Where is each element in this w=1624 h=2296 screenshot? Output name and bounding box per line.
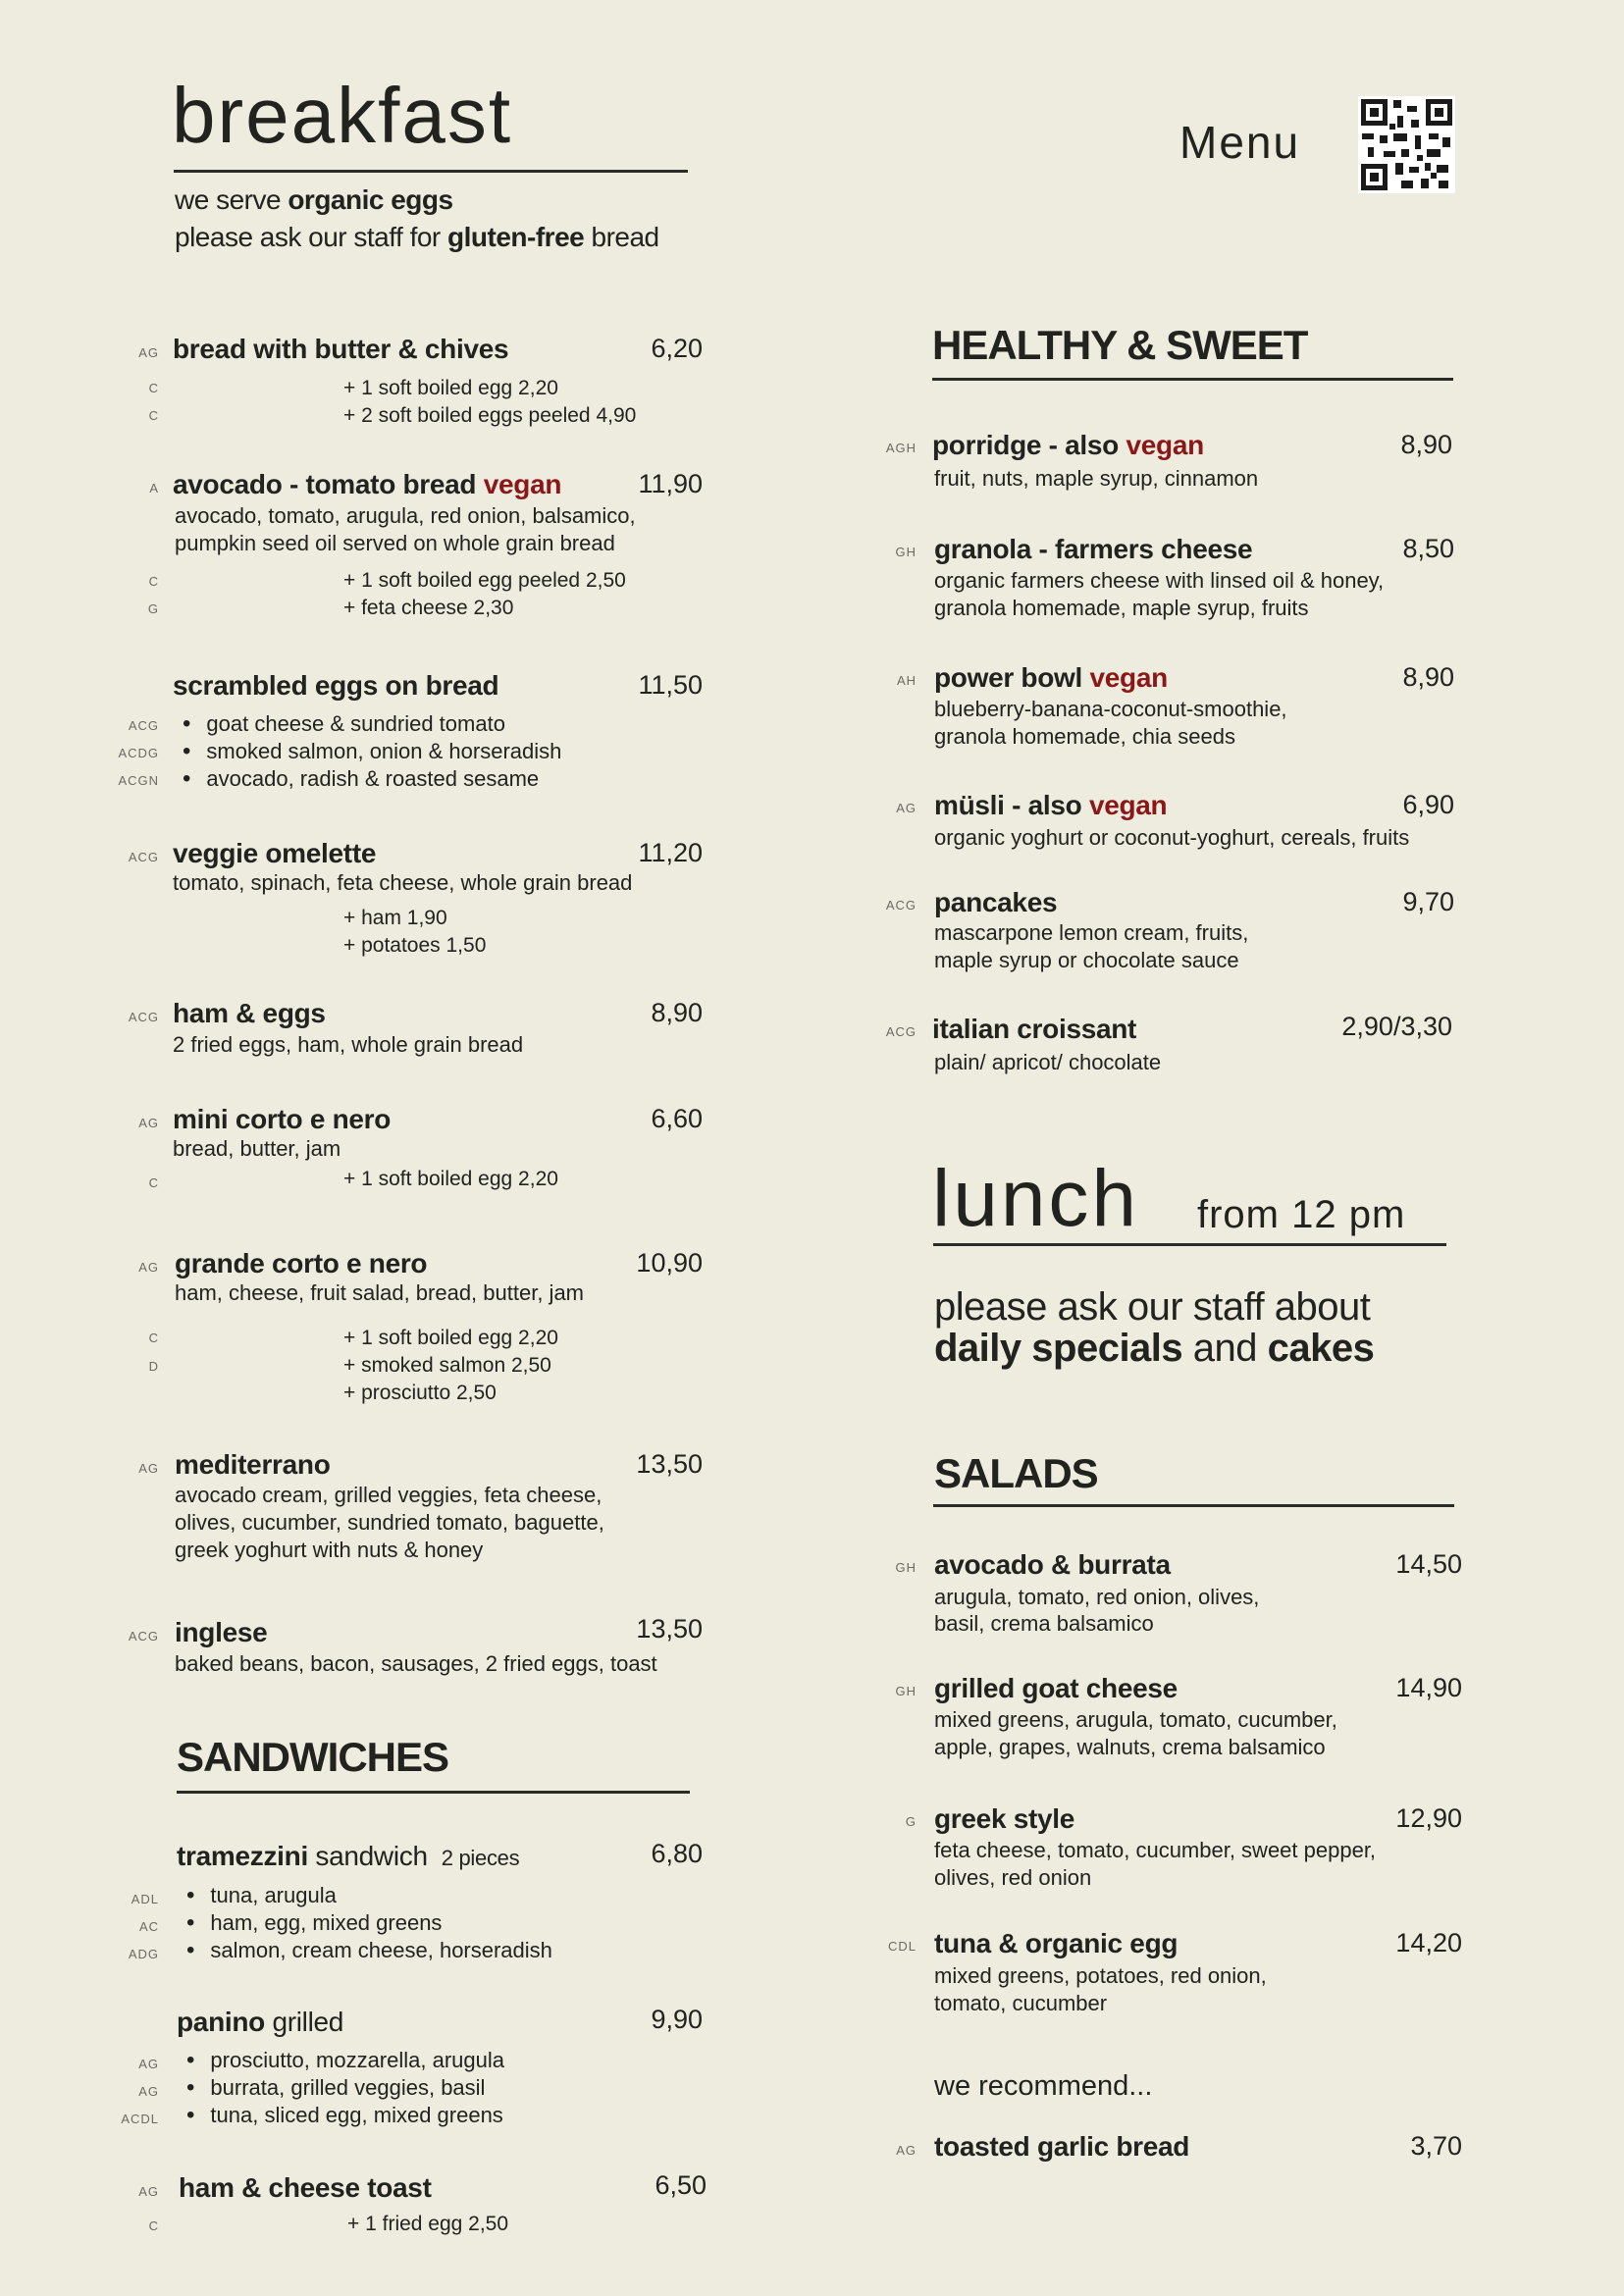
allergen-code: D [148,1359,159,1374]
allergen-code: AH [896,673,917,688]
allergen-code: ADG [128,1947,159,1961]
item-price: 8,90 [1402,662,1454,692]
item-price: 9,70 [1402,887,1454,916]
allergen-code: AG [138,1116,159,1130]
addon-line: + 1 soft boiled egg 2,20 [343,1327,558,1349]
allergen-code: C [148,574,159,589]
item-price: 14,20 [1395,1928,1462,1957]
item-price: 13,50 [636,1449,703,1479]
lunch-subtitle: from 12 pm [1197,1193,1406,1236]
item-description: avocado cream, grilled veggies, feta cheese, [175,1483,602,1507]
allergen-code: AG [138,1461,159,1476]
item-name: mediterrano [175,1449,331,1480]
item-price: 8,90 [1400,430,1452,459]
item-description: organic farmers cheese with linsed oil & honey, [934,568,1385,593]
item-description: ham, cheese, fruit salad, bread, butter, jam [175,1280,585,1305]
title-rule [174,170,688,173]
item-name: avocado - tomato bread vegan [173,469,562,499]
item-name: bread with butter & chives [173,334,509,364]
item-price: 3,70 [1410,2131,1462,2161]
item-description: mixed greens, potatoes, red onion, [934,1963,1267,1988]
item-price: 8,90 [651,998,703,1027]
lunch-title: lunch [932,1154,1140,1243]
addon-line: + potatoes 1,50 [343,934,487,957]
allergen-code: C [148,2218,159,2233]
item-description: greek yoghurt with nuts & honey [175,1538,484,1562]
allergen-code: C [148,408,159,423]
item-price: 6,50 [655,2170,707,2200]
item-name: inglese [175,1617,268,1647]
qr-code-icon[interactable] [1358,96,1455,193]
item-description: mascarpone lemon cream, fruits, [934,920,1249,945]
allergen-code: GH [895,1684,917,1698]
item-price: 2,90/3,30 [1341,1012,1452,1041]
option-line: • tuna, sliced egg, mixed greens [186,2102,503,2129]
item-name: müsli - also vegan [934,790,1168,820]
addon-line: + 1 soft boiled egg 2,20 [343,1168,558,1190]
allergen-code: ACGN [118,773,159,788]
item-price: 6,90 [1402,790,1454,819]
section-heading-sandwiches: SANDWICHES [177,1734,449,1780]
section-heading-salads: SALADS [934,1450,1098,1496]
allergen-code: ACG [128,718,159,733]
option-line: • smoked salmon, onion & horseradish [183,738,561,765]
item-description: blueberry-banana-coconut-smoothie, [934,697,1287,721]
addon-line: + 1 soft boiled egg peeled 2,50 [343,569,626,592]
item-description: arugula, tomato, red onion, olives, [934,1585,1260,1609]
item-description: granola homemade, chia seeds [934,724,1235,749]
item-name: avocado & burrata [934,1549,1171,1580]
organic-eggs-note: we serve organic eggs [175,184,453,215]
allergen-code: AC [138,1919,159,1934]
addon-line: + smoked salmon 2,50 [343,1354,551,1377]
item-price: 6,80 [651,1839,703,1868]
item-name: granola - farmers cheese [934,534,1253,564]
item-description: organic yoghurt or coconut-yoghurt, cereals, fruits [934,825,1410,850]
item-description: granola homemade, maple syrup, fruits [934,596,1309,620]
item-price: 6,60 [651,1104,703,1133]
item-description: pumpkin seed oil served on whole grain bread [175,531,615,555]
item-description: olives, cucumber, sundried tomato, baguette, [175,1510,604,1535]
item-price: 11,50 [638,670,703,700]
allergen-code: AGH [885,441,917,455]
item-price: 11,90 [638,469,703,498]
item-name: italian croissant [932,1014,1137,1044]
item-name: ham & cheese toast [179,2172,432,2203]
item-name: scrambled eggs on bread [173,670,499,701]
item-description: basil, crema balsamico [934,1611,1154,1636]
section-rule [933,1504,1454,1507]
option-line: • prosciutto, mozzarella, arugula [186,2047,504,2074]
option-line: • avocado, radish & roasted sesame [183,765,539,793]
option-line: • salmon, cream cheese, horseradish [186,1937,552,1964]
allergen-code: ACDL [121,2112,159,2126]
addon-line: + prosciutto 2,50 [343,1382,497,1404]
item-description: tomato, cucumber [934,1991,1108,2015]
addon-line: + 1 soft boiled egg 2,20 [343,377,558,399]
option-line: • goat cheese & sundried tomato [183,710,505,738]
allergen-code: G [905,1814,917,1829]
option-line: • tuna, arugula [186,1882,337,1909]
allergen-code: AG [138,2184,159,2199]
addon-line: + 1 fried egg 2,50 [347,2213,509,2235]
item-description: bread, butter, jam [173,1136,341,1161]
item-description: mixed greens, arugula, tomato, cucumber, [934,1707,1337,1732]
item-name: veggie omelette [173,838,377,868]
section-rule [932,378,1453,381]
allergen-code: GH [895,545,917,559]
addon-line: + ham 1,90 [343,907,447,929]
allergen-code: ACG [128,1010,159,1024]
addon-line: + feta cheese 2,30 [343,597,514,619]
item-description: tomato, spinach, feta cheese, whole grain bread [173,870,633,895]
allergen-code: C [148,1331,159,1345]
item-price: 13,50 [636,1614,703,1644]
menu-label: Menu [1179,117,1301,168]
gluten-free-note: please ask our staff for gluten-free bread [175,222,659,252]
item-name: pancakes [934,887,1058,917]
item-description: avocado, tomato, arugula, red onion, balsamico, [175,503,636,528]
item-description: 2 fried eggs, ham, whole grain bread [173,1032,524,1057]
item-name: greek style [934,1803,1075,1834]
item-name: grande corto e nero [175,1248,428,1278]
item-name: mini corto e nero [173,1104,392,1134]
item-name: power bowl vegan [934,662,1168,693]
item-price: 9,90 [651,2005,703,2034]
item-name: tramezzini sandwich 2 pieces [177,1841,520,1871]
item-description: olives, red onion [934,1865,1092,1890]
page-title: breakfast [172,72,513,159]
option-line: • ham, egg, mixed greens [186,1909,442,1937]
allergen-code: AG [896,801,917,815]
section-rule [177,1791,690,1794]
allergen-code: ACG [128,1629,159,1644]
allergen-code: GH [895,1560,917,1575]
allergen-code: ACG [885,898,917,913]
item-name: tuna & organic egg [934,1928,1179,1958]
allergen-code: A [149,481,159,496]
item-description: fruit, nuts, maple syrup, cinnamon [934,466,1259,491]
item-price: 14,90 [1395,1673,1462,1702]
specials-note-line2: daily specials and cakes [934,1327,1375,1370]
allergen-code: ADL [131,1892,159,1906]
allergen-code: AG [896,2143,917,2158]
specials-note: please ask our staff about [934,1285,1371,1329]
allergen-code: C [148,1175,159,1190]
addon-line: + 2 soft boiled eggs peeled 4,90 [343,404,637,427]
item-price: 12,90 [1395,1803,1462,1833]
allergen-code: ACG [128,850,159,864]
item-price: 6,20 [651,334,703,363]
item-description: feta cheese, tomato, cucumber, sweet pepper, [934,1838,1377,1862]
allergen-code: AG [138,2057,159,2071]
allergen-code: ACG [885,1024,917,1039]
item-description: apple, grapes, walnuts, crema balsamico [934,1735,1326,1759]
allergen-code: C [148,381,159,395]
item-price: 8,50 [1402,534,1454,563]
allergen-code: AG [138,345,159,360]
allergen-code: CDL [887,1939,917,1954]
item-description: maple syrup or chocolate sauce [934,948,1239,972]
item-price: 10,90 [636,1248,703,1278]
item-name: ham & eggs [173,998,326,1028]
item-name: toasted garlic bread [934,2131,1190,2162]
item-name: porridge - also vegan [932,430,1204,460]
allergen-code: AG [138,2084,159,2099]
option-line: • burrata, grilled veggies, basil [186,2074,485,2102]
item-price: 11,20 [638,838,703,867]
allergen-code: AG [138,1260,159,1275]
allergen-code: ACDG [118,746,159,760]
lunch-rule [933,1243,1446,1246]
item-price: 14,50 [1395,1549,1462,1579]
recommend-label: we recommend... [934,2070,1153,2102]
item-name: grilled goat cheese [934,1673,1178,1703]
item-description: baked beans, bacon, sausages, 2 fried eggs, toast [175,1651,657,1676]
item-description: plain/ apricot/ chocolate [934,1050,1162,1074]
allergen-code: G [147,601,159,616]
section-heading-healthy: HEALTHY & SWEET [932,322,1308,368]
item-name: panino grilled [177,2007,344,2037]
